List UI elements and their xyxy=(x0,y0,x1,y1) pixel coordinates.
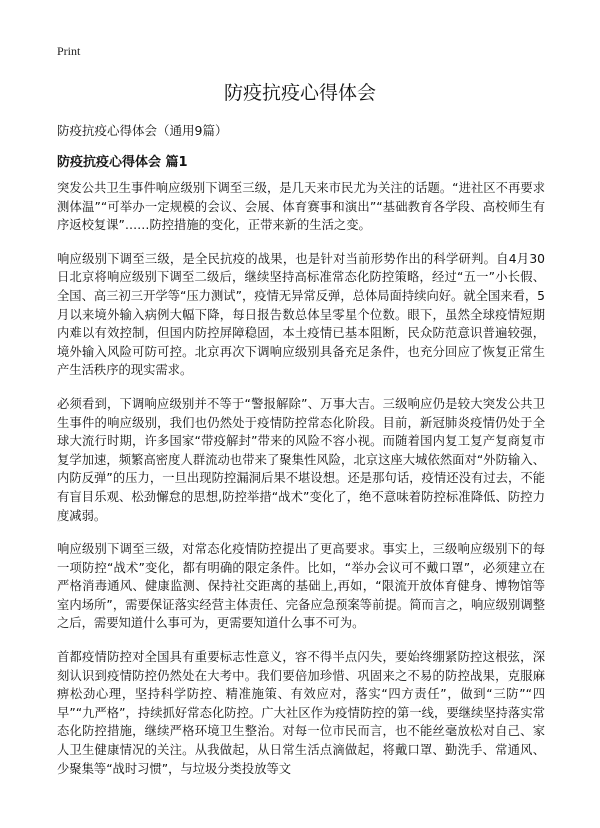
paragraph-5: 首都疫情防控对全国具有重要标志性意义，容不得半点闪失，要始终绷紧防控这根弦，深刻认识到疫情防控仍然处在大考中。我们要倍加珍惜、巩固来之不易的防控战果，克服麻痹松劲心理，坚持科学防控、精准施策、有效应对，落实“四方责任”，做到“三防”“四早”“九严格”，持续抓好常态化防控。广大社区作为疫情防控的第一线，要继续坚持落实常态化防控措施，继续严格环境卫生整治。对每一位市民而言，也不能丝毫放松对自己、家人卫生健康情况的关注。从我做起，从日常生活点滴做起，将戴口罩、勤洗手、常通风、少聚集等“战时习惯”，与垃圾分类投放等文 xyxy=(57,650,545,776)
paragraph-3: 必须看到，下调响应级别并不等于“警报解除”、万事大吉。三级响应仍是较大突发公共卫生事件的响应级别，我们也仍然处于疫情防控常态化阶段。目前，新冠肺炎疫情仍处于全球大流行时期，许多国家“带疫解封”带来的风险不容小视。而随着国内复工复产复商复市复学加速，频繁高密度人群流动也带来了聚集性风险，北京这座大城依然面对“外防输入、内防反弹”的压力，一旦出现防控漏洞后果不堪设想。还是那句话，疫情还没有过去，不能有盲目乐观、松劲懈怠的思想,防控举措“战术”变化了，绝不意味着防控标准降低、防控力度减弱。 xyxy=(57,396,545,523)
page-title: 防疫抗疫心得体会 xyxy=(223,82,376,104)
paragraph-1: 突发公共卫生事件响应级别下调至三级，是几天来市民尤为关注的话题。“进社区不再要求测体温”“可举办一定规模的会议、会展、体育赛事和演出”“基础教育各学段、高校师生有序返校复课”……防控措施的变化，正带来新的生活之变。 xyxy=(57,181,545,233)
paragraph-4: 响应级别下调至三级，对常态化疫情防控提出了更高要求。事实上，三级响应级别下的每一项防控“战术”变化，都有明确的限定条件。比如，“举办会议可不戴口罩”，必须建立在严格消毒通风、健康监测、保持社交距离的基础上,再如，“限流开放体育健身、博物馆等室内场所”，需要保证落实经营主体责任、完备应急预案等前提。简而言之，响应级别调整之后，需要知道什么事可为，更需要知道什么事不可为。 xyxy=(57,542,545,631)
paragraph-2: 响应级别下调至三级，是全民抗疫的战果，也是针对当前形势作出的科学研判。自4月30日北京将响应级别下调至二级后，继续坚持高标准常态化防控策略，经过“五一”小长假、全国、高三初三开学等“压力测试”，疫情无异常反弹，总体局面持续向好。就全国来看，5月以来境外输入病例大幅下降，每日报告数总体呈零星个位数。眼下，虽然全球疫情短期内难以有效控制，但国内防控屏障稳固，本土疫情已基本阻断，民众防范意识普遍较强，境外输入风险可防可控。北京再次下调响应级别具备充足条件，也充分回应了恢复正常生产生活秩序的现实需求。 xyxy=(57,251,545,378)
print-link[interactable]: Print xyxy=(57,44,81,58)
article-body xyxy=(57,179,545,793)
section-heading: 防疫抗疫心得体会 篇1 xyxy=(57,155,188,170)
document-subtitle: 防疫抗疫心得体会（通用9篇） xyxy=(57,123,228,138)
